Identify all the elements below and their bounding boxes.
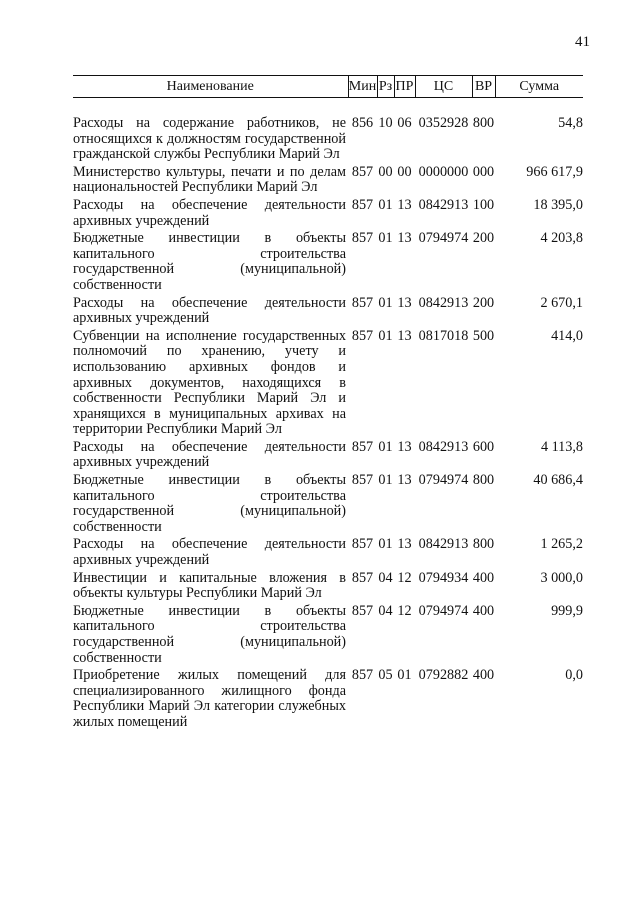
row-name: Расходы на обеспечение деятельности архивных учреждений [73, 438, 346, 471]
row-sum: 18 395,0 [533, 196, 583, 213]
table-body [73, 98, 583, 733]
header-spacer [73, 98, 583, 117]
row-rz: 01 [378, 536, 393, 553]
row-vr: 600 [472, 438, 495, 455]
row-name: Бюджетные инвестиции в объекты капитального строительства государственной (муниципальной) собственности [73, 472, 346, 535]
row-cs: 0794974 [418, 602, 469, 619]
table-row [73, 473, 583, 537]
row-name: Приобретение жилых помещений для специализированного жилищного фонда Республики Марий Эл категории служебных жилых помещений [73, 667, 346, 730]
row-name: Расходы на обеспечение деятельности архивных учреждений [73, 294, 346, 327]
row-min: 857 [351, 163, 374, 180]
row-name: Бюджетные инвестиции в объекты капитального строительства государственной (муниципальной) собственности [73, 230, 346, 293]
header-sum: Сумма [495, 76, 583, 98]
row-pr: 06 [397, 115, 412, 131]
row-rz: 04 [378, 569, 393, 586]
row-min: 857 [351, 472, 374, 489]
row-name: Инвестиции и капитальные вложения в объекты культуры Республики Марий Эл [73, 569, 346, 602]
row-cs: 0794974 [418, 230, 469, 247]
row-name: Расходы на содержание работников, не относящихся к должностям государственной гражданской службы Республики Марий Эл [73, 115, 346, 163]
row-min: 857 [351, 327, 374, 344]
row-sum: 4 203,8 [540, 230, 583, 247]
row-pr: 13 [397, 472, 412, 489]
row-rz: 05 [378, 667, 393, 684]
table-row [73, 116, 583, 165]
table-row [73, 165, 583, 198]
row-vr: 800 [472, 536, 495, 553]
row-min: 857 [351, 438, 374, 455]
table-row [73, 571, 583, 604]
table-row [73, 231, 583, 295]
row-rz: 01 [378, 438, 393, 455]
header-pr: ПР [394, 76, 415, 98]
row-pr: 13 [397, 294, 412, 311]
row-vr: 400 [472, 602, 495, 619]
row-cs: 0352928 [418, 115, 469, 131]
row-rz: 01 [378, 294, 393, 311]
row-vr: 100 [472, 196, 495, 213]
header-cs: ЦС [415, 76, 472, 98]
row-rz: 10 [378, 115, 393, 131]
header-min: Мин [348, 76, 377, 98]
row-vr: 000 [472, 163, 495, 180]
row-min: 857 [351, 667, 374, 684]
row-sum: 966 617,9 [526, 163, 583, 180]
row-rz: 00 [378, 163, 393, 180]
row-name: Расходы на обеспечение деятельности архивных учреждений [73, 196, 346, 229]
row-pr: 00 [397, 163, 412, 180]
row-cs: 0842913 [418, 294, 469, 311]
table-row [73, 296, 583, 329]
row-sum: 2 670,1 [540, 294, 583, 311]
row-sum: 0,0 [565, 667, 583, 684]
row-name: Бюджетные инвестиции в объекты капитального строительства государственной (муниципальной) собственности [73, 602, 346, 666]
row-name: Расходы на обеспечение деятельности архивных учреждений [73, 536, 346, 569]
row-cs: 0842913 [418, 438, 469, 455]
row-pr: 13 [397, 196, 412, 213]
row-sum: 414,0 [551, 327, 583, 344]
table-header [73, 76, 583, 98]
row-pr: 13 [397, 327, 412, 344]
row-cs: 0842913 [418, 536, 469, 553]
row-name: Субвенции на исполнение государственных полномочий по хранению, учету и использованию архивных фондов и архивных документов, находящихся в собственности Республики Марий Эл и хранящихся в муниципальных архивах на территории Республики Марий Эл [73, 327, 346, 438]
row-cs: 0000000 [418, 163, 469, 180]
row-pr: 13 [397, 230, 412, 247]
row-min: 857 [351, 569, 374, 586]
row-min: 857 [351, 294, 374, 311]
row-min: 857 [351, 230, 374, 247]
row-rz: 04 [378, 602, 393, 619]
table-row [73, 668, 583, 732]
header-name: Наименование [73, 76, 348, 98]
row-sum: 3 000,0 [540, 569, 583, 586]
row-rz: 01 [378, 196, 393, 213]
row-sum: 40 686,4 [533, 472, 583, 489]
row-cs: 0794934 [418, 569, 469, 586]
table-row [73, 604, 583, 668]
budget-table [73, 75, 583, 733]
header-rz: Рз [377, 76, 394, 98]
header-vr: ВР [472, 76, 495, 98]
row-pr: 01 [397, 667, 412, 684]
table-row [73, 198, 583, 231]
row-pr: 12 [397, 569, 412, 586]
row-pr: 13 [397, 536, 412, 553]
row-pr: 12 [397, 602, 412, 619]
row-vr: 800 [472, 115, 495, 131]
row-min: 856 [351, 115, 374, 131]
row-name: Министерство культуры, печати и по делам национальностей Республики Марий Эл [73, 163, 346, 196]
row-min: 857 [351, 602, 374, 619]
row-sum: 999,9 [551, 602, 583, 619]
row-min: 857 [351, 536, 374, 553]
row-vr: 800 [472, 472, 495, 489]
table-row [73, 537, 583, 570]
page-number: 41 [575, 34, 590, 50]
row-sum: 54,8 [558, 115, 583, 131]
row-min: 857 [351, 196, 374, 213]
table-row [73, 329, 583, 440]
row-cs: 0794974 [418, 472, 469, 489]
row-cs: 0842913 [418, 196, 469, 213]
row-vr: 400 [472, 667, 495, 684]
row-rz: 01 [378, 327, 393, 344]
row-sum: 4 113,8 [540, 438, 583, 455]
row-rz: 01 [378, 230, 393, 247]
row-vr: 500 [472, 327, 495, 344]
row-sum: 1 265,2 [540, 536, 583, 553]
row-rz: 01 [378, 472, 393, 489]
row-vr: 200 [472, 294, 495, 311]
row-cs: 0817018 [418, 327, 469, 344]
row-cs: 0792882 [418, 667, 469, 684]
row-vr: 200 [472, 230, 495, 247]
row-vr: 400 [472, 569, 495, 586]
row-pr: 13 [397, 438, 412, 455]
table-row [73, 440, 583, 473]
